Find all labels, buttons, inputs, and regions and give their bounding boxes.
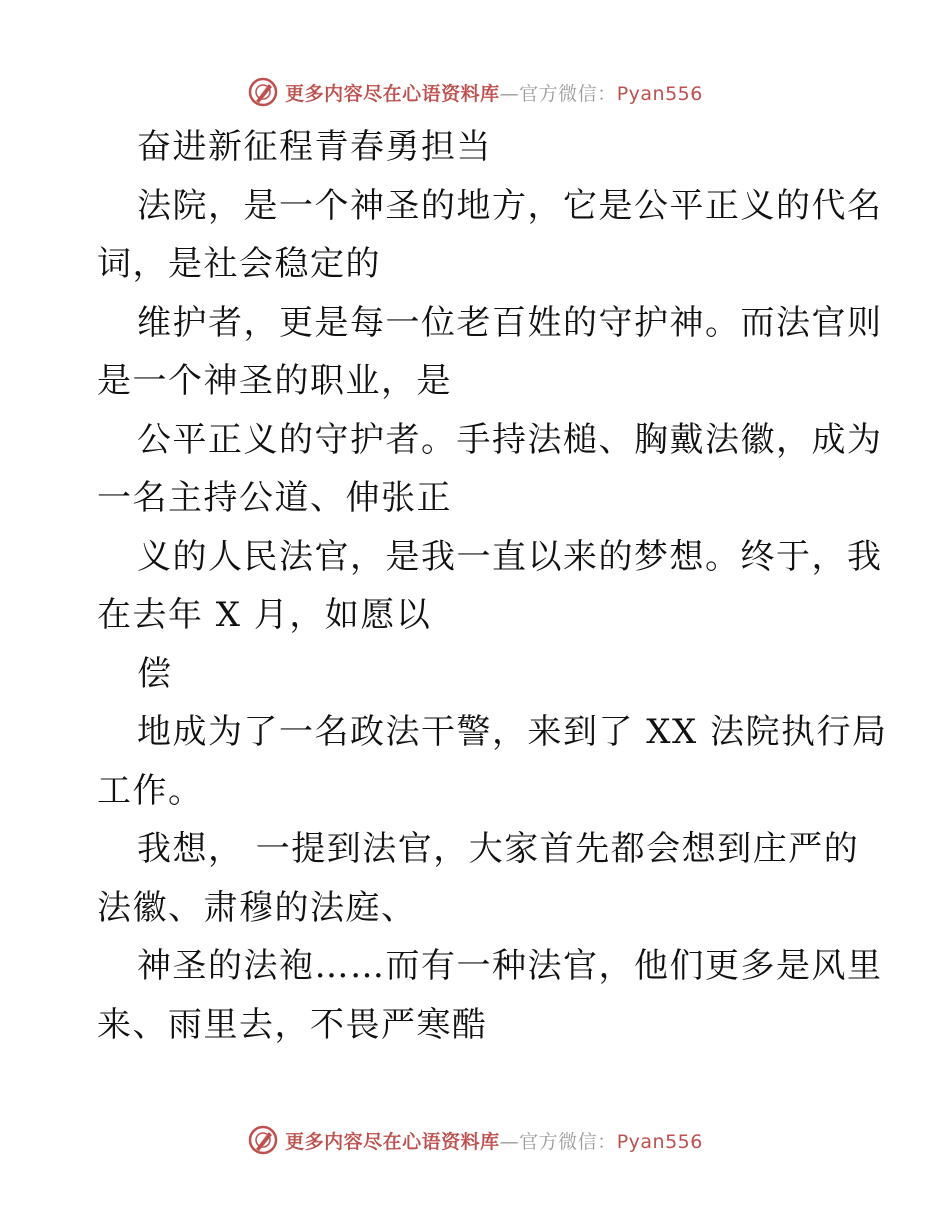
text-line: 公平正义的守护者。手持法槌、胸戴法徽，成为 bbox=[137, 419, 883, 460]
text-line: 维护者，更是每一位老百姓的守护神。而法官则 bbox=[137, 302, 883, 343]
text-line: 义的人民法官，是我一直以来的梦想。终于，我 bbox=[137, 536, 883, 577]
watermark-separator: — bbox=[499, 82, 520, 105]
text-line: 我想， 一提到法官，大家首先都会想到庄严的 bbox=[137, 829, 860, 869]
text-line: 法院，是一个神圣的地方，它是公平正义的代名 bbox=[137, 185, 883, 226]
watermark-brand: 更多内容尽在心语资料库 bbox=[285, 82, 500, 105]
text-line: 是一个神圣的职业，是 bbox=[97, 361, 452, 401]
footer-watermark bbox=[0, 1120, 950, 1160]
text-line: 地成为了一名政法干警，来到了 XX 法院执行局 bbox=[137, 712, 888, 752]
text-line: 词，是社会稳定的 bbox=[97, 244, 381, 284]
text-line: 法徽、肃穆的法庭、 bbox=[97, 887, 417, 928]
watermark-account: Pyan556 bbox=[616, 1130, 703, 1153]
text-line: 来、雨里去，不畏严寒酷 bbox=[97, 1004, 488, 1045]
pen-logo-icon bbox=[247, 76, 279, 108]
pen-logo-icon bbox=[247, 1124, 279, 1156]
text-line: 神圣的法袍……而有一种法官，他们更多是风里 bbox=[137, 946, 883, 986]
text-line: 工作。 bbox=[97, 770, 204, 811]
text-line: 奋进新征程青春勇担当 bbox=[137, 127, 492, 167]
watermark-separator: — bbox=[499, 1130, 520, 1153]
text-line: 一名主持公道、伸张正 bbox=[97, 478, 452, 518]
text-line: 偿 bbox=[137, 653, 173, 694]
watermark-brand: 更多内容尽在心语资料库 bbox=[285, 1130, 500, 1153]
watermark-text bbox=[285, 79, 703, 106]
watermark-account: Pyan556 bbox=[616, 82, 703, 105]
text-line: 在去年 X 月，如愿以 bbox=[97, 595, 432, 635]
watermark-text bbox=[285, 1127, 703, 1154]
watermark-label: 官方微信： bbox=[519, 1130, 617, 1153]
watermark-label: 官方微信： bbox=[519, 82, 617, 105]
document-body bbox=[97, 118, 888, 1054]
header-watermark bbox=[0, 72, 950, 112]
